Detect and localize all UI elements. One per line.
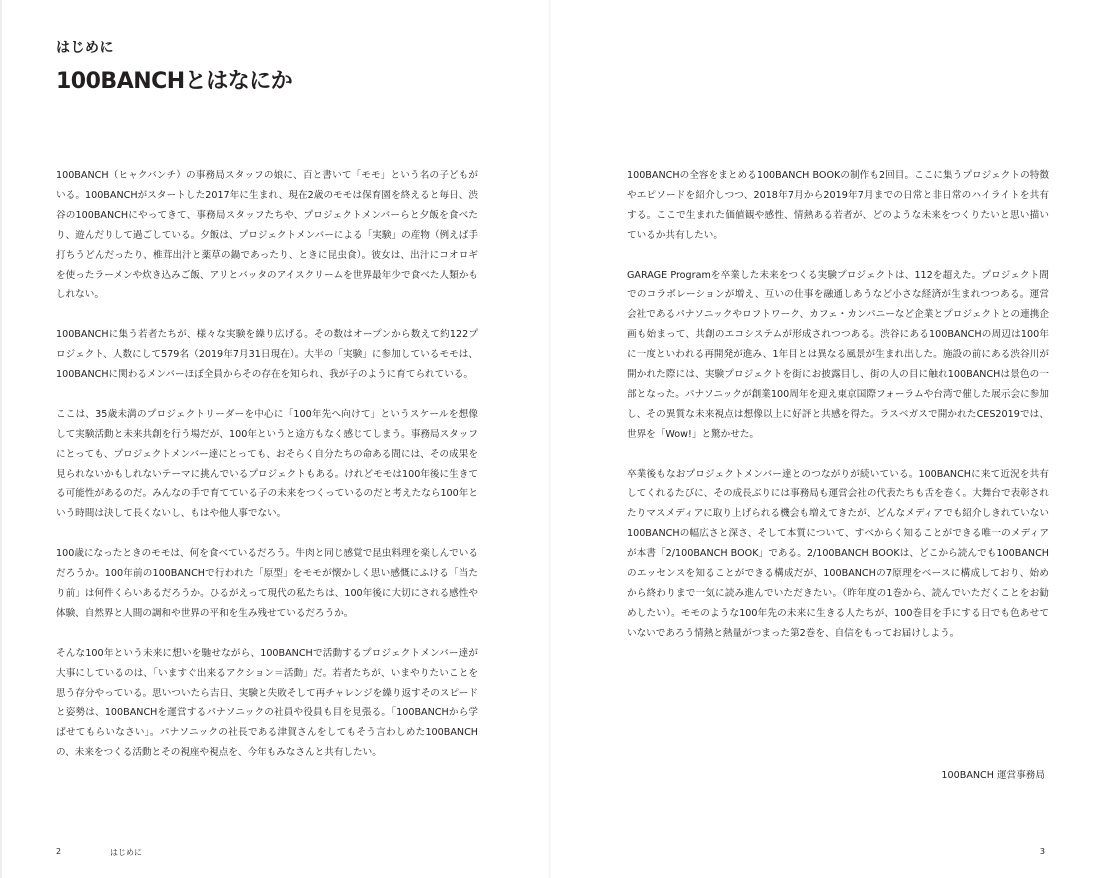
left-page-body [56, 166, 478, 783]
paragraph: 100BANCH（ヒャクバンチ）の事務局スタッフの娘に、百と書いて「モモ」という名の子どもがいる。100BANCHがスタートした2017年に生まれ、現在2歳のモモは保育園を終えると毎日、渋谷の100BANCHにやってきて、事務局スタッフたちや、プロジェクトメンバーらと夕飯を食べたり、遊んだりして過ごしている。夕飯は、プロジェクトメンバーによる「実験」の産物（例えば手打ちうどんだったり、椎茸出汁と薬草の鍋であったり、ときに昆虫食）。彼女は、出汁にコオロギを使ったラーメンや炊き込みご飯、アリとバッタのアイスクリームを世界最年少で食べた人類かもしれない。 [56, 170, 478, 301]
page-edge [0, 0, 2, 878]
running-footer-section: はじめに [110, 848, 142, 857]
paragraph: 100BANCHに集う若者たちが、様々な実験を繰り広げる。その数はオープンから数えて約122プロジェクト、人数にして579名（2019年7月31日現在）。大半の「実験」に参加しているモモは、100BANCHに関わるメンバーほぼ全員からその存在を知られ、我が子のように育てられている。 [56, 329, 478, 381]
center-gutter [549, 0, 551, 878]
right-page-body [627, 166, 1049, 664]
paragraph: そんな100年という未来に想いを馳せながら、100BANCHで活動するプロジェクトメンバー達が大事にしているのは、「いますぐ出来るアクション＝活動」だ。若者たちが、いまやりたいことを思う存分やっている。思いついたら吉日、実験と失敗そして再チャレンジを繰り返すそのスピードと姿勢は、100BANCHを運営するパナソニックの社員や役員も目を見張る。「100BANCHから学ばせてもらいなさい」。パナソニックの社長である津賀さんをしてもそう言わしめた100BANCHの、未来をつくる活動とその視座や視点を、今年もみなさんと共有したい。 [56, 647, 478, 759]
right-page-number: 3 [1039, 847, 1045, 856]
left-page-number: 2 [56, 847, 62, 856]
signature: 100BANCH 運営事務局 [941, 770, 1045, 781]
paragraph: GARAGE Programを卒業した未来をつくる実験プロジェクトは、112を超えた。プロジェクト間でのコラボレーションが増え、互いの仕事を融通しあうなど小さな経済が生まれつつある。運営会社であるパナソニックやロフトワーク、カフェ・カンパニーなど企業とプロジェクトとの連携企画も始まって、共創のエコシステムが形成されつつある。渋谷にある100BANCHの周辺は100年に一度といわれる再開発が進み、1年目とは異なる風景が生まれ出した。施設の前にある渋谷川が開かれた際には、実験プロジェクトを街にお披露目し、街の人の目に触れ100BANCHは景色の一部となった。パナソニックが創業100周年を迎え東京国際フォーラムや台湾で催した展示会に参加し、その異質な未来視点は想像以上に好評と共感を得た。ラスベガスで開かれたCES2019では、世界を「Wow!」と驚かせた。 [627, 269, 1049, 440]
paragraph: ここは、35歳未満のプロジェクトリーダーを中心に「100年先へ向けて」というスケールを想像して実験活動と未来共創を行う場だが、100年というと途方もなく感じてしまう。事務局スタッフにとっても、プロジェクトメンバー達にとっても、おそらく自分たちの命ある間には、その成果を見られないかもしれないテーマに挑んでいるプロジェクトもある。けれどモモは100年後に生きてる可能性があるのだ。みんなの手で育てている子の未来をつくっているのだと考えたなら100年という時間は決して長くないし、もはや他人事でない。 [56, 408, 478, 520]
page-title: 100BANCHとはなにか [56, 69, 293, 94]
paragraph: 100BANCHの全容をまとめる100BANCH BOOKの制作も2回目。ここに集うプロジェクトの特徴やエピソードを紹介しつつ、2018年7月から2019年7月までの日常と非日常のハイライトを共有する。ここで生まれた価値観や感性、情熱ある若者が、どのような未来をつくりたいと思い描いているか共有したい。 [627, 170, 1049, 241]
section-label: はじめに [56, 40, 114, 56]
paragraph: 卒業後もなおプロジェクトメンバー達とのつながりが続いている。100BANCHに来て近況を共有してくれるたびに、その成長ぶりには事務局も運営会社の代表たちも舌を巻く。大舞台で表彰されたりマスメディアに取り上げられる機会も増えてきたが、どんなメディアでも紹介しきれていない100BANCHの幅広さと深さ、そして本質について、すべからく知ることができる唯一のメディアが本書「2/100BANCH BOOK」である。2/100BANCH BOOKは、どこから読んでも100BANCHのエッセンスを知ることができる構成だが、100BANCHの7原理をベースに構成しており、始めから終わりまで一気に読み進んでいただきたい。（昨年度の1巻から、読んでいただくことをお勧めしたい）。モモのような100年先の未来に生きる人たちが、100巻目を手にする日でも色あせていないであろう情熱と熱量がつまった第2巻を、自信をもってお届けしよう。 [627, 468, 1049, 639]
paragraph: 100歳になったときのモモは、何を食べているだろう。牛肉と同じ感覚で昆虫料理を楽しんでいるだろうか。100年前の100BANCHで行われた「原型」をモモが懐かしく思い感慨にふける「当たり前」は何件くらいあるだろうか。ひるがえって現代の私たちは、100年後に大切にされる感性や体験、自然界と人間の調和や世界の平和を生み残せているだろうか。 [56, 548, 478, 619]
